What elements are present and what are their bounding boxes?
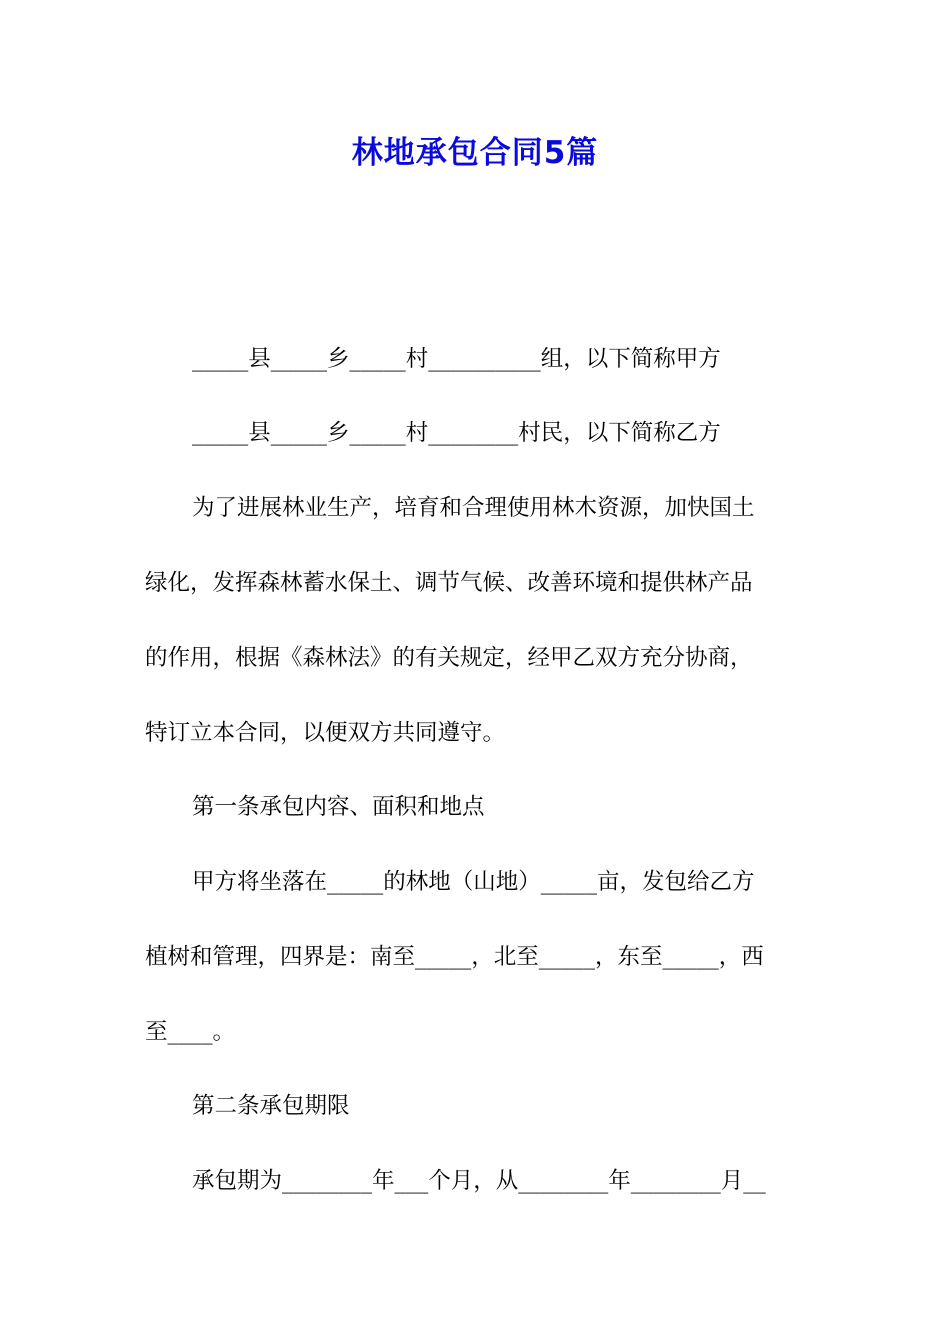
article-1-line-3: 至____。 [145,1019,236,1045]
article-1-line-2: 植树和管理，四界是：南至_____，北至_____，东至_____，西 [145,944,764,970]
preamble-line-1: 为了进展林业生产，培育和合理使用林木资源，加快国土 [192,495,755,521]
preamble-line-2: 绿化，发挥森林蓄水保土、调节气候、改善环境和提供林产品 [145,570,753,596]
article-1-heading: 第一条承包内容、面积和地点 [192,794,485,820]
preamble-line-3: 的作用，根据《森林法》的有关规定，经甲乙双方充分协商， [145,645,753,671]
article-1-line-1: 甲方将坐落在_____的林地（山地）_____亩，发包给乙方 [192,869,755,895]
article-2-heading: 第二条承包期限 [192,1093,350,1119]
preamble-line-4: 特订立本合同，以便双方共同遵守。 [145,720,506,746]
article-2-line-1: 承包期为________年___个月，从________年________月__ [192,1168,766,1194]
party-b-line: _____县_____乡_____村________村民，以下简称乙方 [192,420,721,446]
document-title: 林地承包合同5篇 [351,135,599,171]
party-a-line: _____县_____乡_____村__________组，以下简称甲方 [192,346,721,372]
